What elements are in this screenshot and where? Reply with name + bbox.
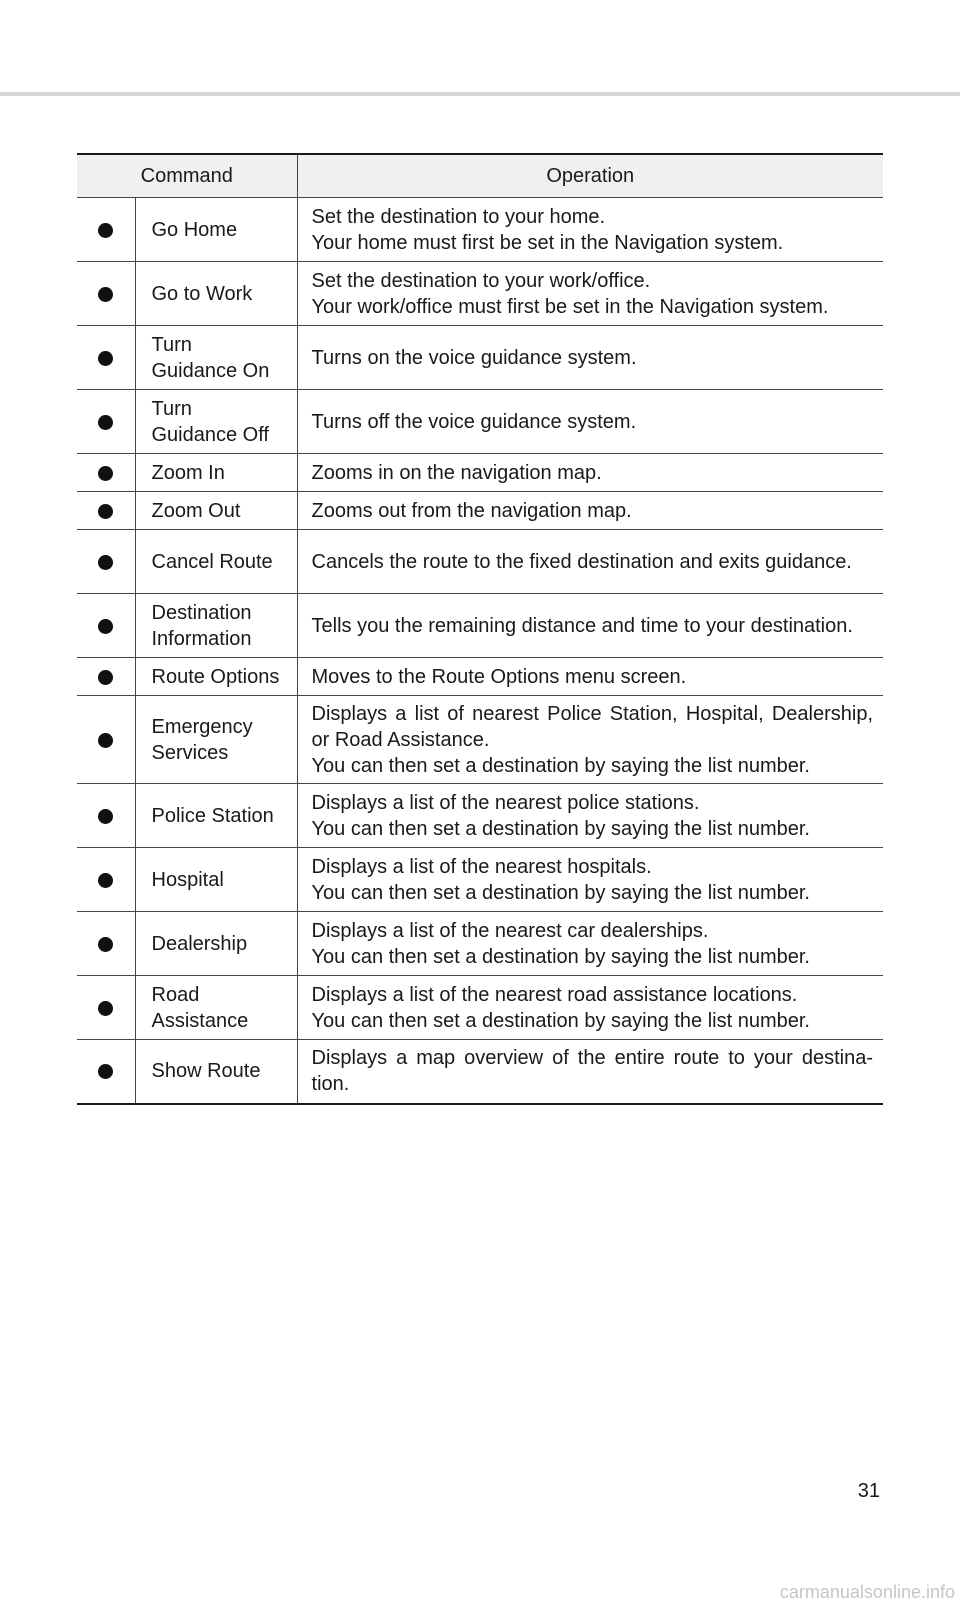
command-text: Dealership (151, 932, 248, 955)
operation-text: Zooms out from the navigation map. (311, 499, 632, 522)
operation-text: Displays a list of the nearest road assistance locations. (311, 983, 798, 1006)
operation-text: Displays a list of nearest Police Station, Hospital, Dealership, or Road Assistance. (311, 702, 874, 751)
table-row (77, 326, 883, 390)
command-cell (135, 492, 297, 530)
operation-cell (297, 390, 883, 454)
command-text: Zoom Out (151, 499, 241, 522)
command-cell (135, 976, 297, 1040)
table-row (77, 198, 883, 262)
operation-text: Displays a list of the nearest car dealerships. (311, 919, 709, 942)
command-cell (135, 696, 297, 784)
operation-cell (297, 530, 883, 594)
table-row (77, 1040, 883, 1104)
operation-cell (297, 198, 883, 262)
command-text: Zoom In (151, 461, 225, 484)
bullet-cell (77, 976, 135, 1040)
command-text: Go Home (151, 218, 238, 241)
command-cell (135, 848, 297, 912)
operation-cell (297, 658, 883, 696)
bullet-cell (77, 696, 135, 784)
command-text: Hospital (151, 868, 224, 891)
table-row (77, 784, 883, 848)
command-text: Go to Work (151, 282, 253, 305)
operation-text: Displays a list of the nearest hospitals. (311, 855, 652, 878)
bullet-cell (77, 912, 135, 976)
operation-cell (297, 262, 883, 326)
bullet-cell (77, 784, 135, 848)
command-text: Turn (151, 397, 192, 420)
header-command: Command (77, 154, 297, 198)
operation-text: You can then set a destination by saying the list number. (311, 1009, 810, 1032)
bullet-cell (77, 594, 135, 658)
bullet-icon (98, 466, 113, 481)
command-text: Route Options (151, 665, 280, 688)
bullet-icon (98, 1001, 113, 1016)
bullet-cell (77, 848, 135, 912)
table-row (77, 454, 883, 492)
operation-text: Turns off the voice guidance system. (311, 410, 637, 433)
bullet-cell (77, 454, 135, 492)
bullet-icon (98, 223, 113, 238)
command-text: Show Route (151, 1060, 261, 1083)
bullet-cell (77, 198, 135, 262)
command-text: Destination (151, 601, 252, 624)
command-text: Road (151, 983, 200, 1006)
bullet-icon (98, 670, 113, 685)
operation-cell (297, 594, 883, 658)
table-row (77, 530, 883, 594)
command-cell (135, 784, 297, 848)
bullet-cell (77, 390, 135, 454)
bullet-icon (98, 809, 113, 824)
voice-command-table (77, 153, 883, 1105)
operation-text: Moves to the Route Options menu screen. (311, 665, 687, 688)
operation-text: Displays a map overview of the entire route to your destina-tion. (311, 1047, 874, 1096)
bullet-icon (98, 555, 113, 570)
command-cell (135, 390, 297, 454)
command-cell (135, 262, 297, 326)
command-cell (135, 530, 297, 594)
operation-text: Your home must first be set in the Navigation system. (311, 231, 784, 254)
operation-text: Set the destination to your home. (311, 205, 606, 228)
bullet-icon (98, 415, 113, 430)
bullet-icon (98, 504, 113, 519)
command-text: Guidance Off (151, 423, 269, 446)
operation-text: You can then set a destination by saying the list number. (311, 754, 810, 777)
command-cell (135, 1040, 297, 1104)
table-row (77, 848, 883, 912)
bullet-cell (77, 530, 135, 594)
bullet-icon (98, 873, 113, 888)
operation-cell (297, 454, 883, 492)
bullet-cell (77, 492, 135, 530)
operation-text: Cancels the route to the fixed destination and exits guidance. (311, 550, 852, 573)
operation-cell (297, 976, 883, 1040)
table-row (77, 696, 883, 784)
bullet-icon (98, 619, 113, 634)
bullet-cell (77, 1040, 135, 1104)
operation-text: You can then set a destination by saying the list number. (311, 881, 810, 904)
table-row (77, 262, 883, 326)
bullet-icon (98, 287, 113, 302)
operation-cell (297, 784, 883, 848)
operation-text: Tells you the remaining distance and time to your destination. (311, 614, 853, 637)
table-header-row (77, 154, 883, 198)
operation-text: You can then set a destination by saying the list number. (311, 817, 810, 840)
operation-cell (297, 1040, 883, 1104)
command-cell (135, 454, 297, 492)
operation-cell (297, 696, 883, 784)
operation-cell (297, 492, 883, 530)
bullet-icon (98, 733, 113, 748)
command-text: Information (151, 627, 252, 650)
command-text: Turn (151, 333, 192, 356)
operation-text: You can then set a destination by saying the list number. (311, 945, 810, 968)
table-row (77, 658, 883, 696)
operation-text: Turns on the voice guidance system. (311, 346, 637, 369)
operation-text: Displays a list of the nearest police stations. (311, 791, 700, 814)
command-cell (135, 198, 297, 262)
command-cell (135, 658, 297, 696)
command-text: Police Station (151, 804, 274, 827)
table-row (77, 390, 883, 454)
operation-text: Your work/office must first be set in the Navigation system. (311, 295, 829, 318)
operation-cell (297, 912, 883, 976)
command-cell (135, 912, 297, 976)
bullet-cell (77, 658, 135, 696)
command-text: Services (151, 741, 229, 764)
bullet-icon (98, 1064, 113, 1079)
header-operation: Operation (297, 154, 883, 198)
table-row (77, 912, 883, 976)
command-text: Assistance (151, 1009, 249, 1032)
watermark: carmanualsonline.info (779, 1582, 955, 1602)
command-text: Cancel Route (151, 550, 273, 573)
operation-cell (297, 848, 883, 912)
top-divider (0, 92, 960, 96)
command-text: Emergency (151, 715, 253, 738)
table-row (77, 594, 883, 658)
operation-text: Set the destination to your work/office. (311, 269, 651, 292)
bullet-cell (77, 262, 135, 326)
bullet-icon (98, 351, 113, 366)
operation-text: Zooms in on the navigation map. (311, 461, 602, 484)
table-row (77, 976, 883, 1040)
page-number: 31 (857, 1480, 880, 1502)
table-row (77, 492, 883, 530)
command-cell (135, 594, 297, 658)
bullet-cell (77, 326, 135, 390)
command-text: Guidance On (151, 359, 270, 382)
command-cell (135, 326, 297, 390)
operation-cell (297, 326, 883, 390)
bullet-icon (98, 937, 113, 952)
table-body (77, 198, 883, 1104)
